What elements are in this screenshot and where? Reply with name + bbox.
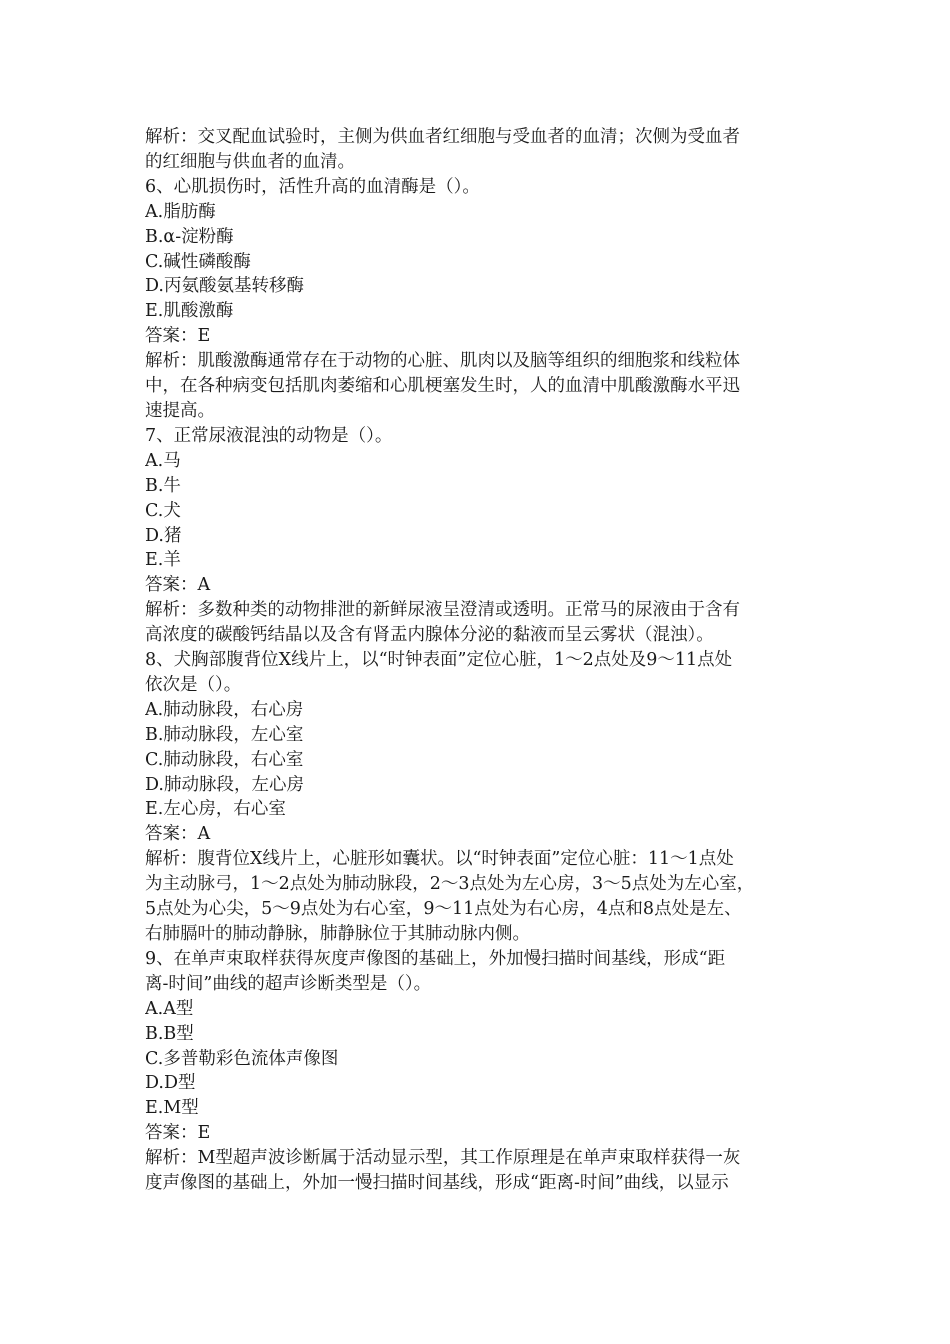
answer-option: B.B型 bbox=[145, 1023, 194, 1044]
answer-option: C.碱性磷酸酶 bbox=[145, 251, 251, 272]
answer-key: 答案：E bbox=[145, 326, 211, 347]
explanation-line: 解析：交叉配血试验时，主侧为供血者红细胞与受血者的血清；次侧为受血者 bbox=[145, 127, 740, 147]
explanation-line: 5点处为心尖，5～9点处为右心室，9～11点处为右心房，4点和8点处是左、 bbox=[145, 899, 742, 920]
question-stem: 6、心肌损伤时，活性升高的血清酶是（）。 bbox=[145, 176, 480, 197]
answer-option: D.D型 bbox=[145, 1073, 196, 1094]
answer-option: C.犬 bbox=[145, 500, 181, 521]
answer-option: E.肌酸激酶 bbox=[145, 301, 234, 322]
question-stem: 8、犬胸部腹背位X线片上，以“时钟表面”定位心脏，1～2点处及9～11点处 bbox=[145, 650, 733, 671]
answer-option: D.肺动脉段，左心房 bbox=[145, 774, 304, 795]
document-page bbox=[145, 125, 810, 1196]
explanation-line: 右肺膈叶的肺动静脉，肺静脉位于其肺动脉内侧。 bbox=[145, 924, 530, 944]
answer-option: E.左心房，右心室 bbox=[145, 799, 286, 820]
question-stem: 依次是（）。 bbox=[145, 674, 242, 695]
answer-option: B.α-淀粉酶 bbox=[145, 226, 234, 247]
answer-option: C.肺动脉段，右心室 bbox=[145, 749, 304, 770]
explanation-line: 解析：肌酸激酶通常存在于动物的心脏、肌肉以及脑等组织的细胞浆和线粒体 bbox=[145, 351, 740, 372]
explanation-line: 中，在各种病变包括肌肉萎缩和心肌梗塞发生时，人的血清中肌酸激酶水平迅 bbox=[145, 376, 740, 397]
answer-option: A.马 bbox=[145, 450, 181, 471]
answer-key: 答案：A bbox=[145, 824, 211, 845]
explanation-line: 为主动脉弓，1～2点处为肺动脉段，2～3点处为左心房，3～5点处为左心室， bbox=[145, 874, 755, 895]
explanation-line: 解析：多数种类的动物排泄的新鲜尿液呈澄清或透明。正常马的尿液由于含有 bbox=[145, 600, 740, 621]
answer-option: E.M型 bbox=[145, 1098, 199, 1119]
question-stem: 7、正常尿液混浊的动物是（）。 bbox=[145, 425, 393, 446]
explanation-line: 度声像图的基础上，外加一慢扫描时间基线，形成“距离-时间”曲线，以显示 bbox=[145, 1173, 729, 1194]
answer-option: C.多普勒彩色流体声像图 bbox=[145, 1048, 339, 1069]
answer-option: A.脂肪酶 bbox=[145, 201, 216, 222]
explanation-line: 速提高。 bbox=[145, 400, 215, 421]
answer-option: A.肺动脉段，右心房 bbox=[145, 699, 304, 720]
explanation-line: 解析：M型超声波诊断属于活动显示型，其工作原理是在单声束取样获得一灰 bbox=[145, 1148, 741, 1169]
explanation-line: 解析：腹背位X线片上，心脏形如囊状。以“时钟表面”定位心脏：11～1点处 bbox=[145, 849, 734, 870]
answer-key: 答案：E bbox=[145, 1123, 211, 1144]
answer-option: B.肺动脉段，左心室 bbox=[145, 724, 304, 745]
answer-option: B.牛 bbox=[145, 475, 181, 496]
answer-option: E.羊 bbox=[145, 550, 181, 571]
answer-option: D.丙氨酸氨基转移酶 bbox=[145, 276, 304, 297]
explanation-line: 的红细胞与供血者的血清。 bbox=[145, 151, 355, 172]
question-stem: 9、在单声束取样获得灰度声像图的基础上，外加慢扫描时间基线，形成“距 bbox=[145, 948, 726, 969]
question-stem: 离-时间”曲线的超声诊断类型是（）。 bbox=[145, 973, 432, 994]
answer-key: 答案：A bbox=[145, 575, 211, 596]
answer-option: D.猪 bbox=[145, 525, 182, 546]
answer-option: A.A型 bbox=[145, 998, 194, 1019]
explanation-line: 高浓度的碳酸钙结晶以及含有肾盂内腺体分泌的黏液而呈云雾状（混浊）。 bbox=[145, 625, 714, 646]
